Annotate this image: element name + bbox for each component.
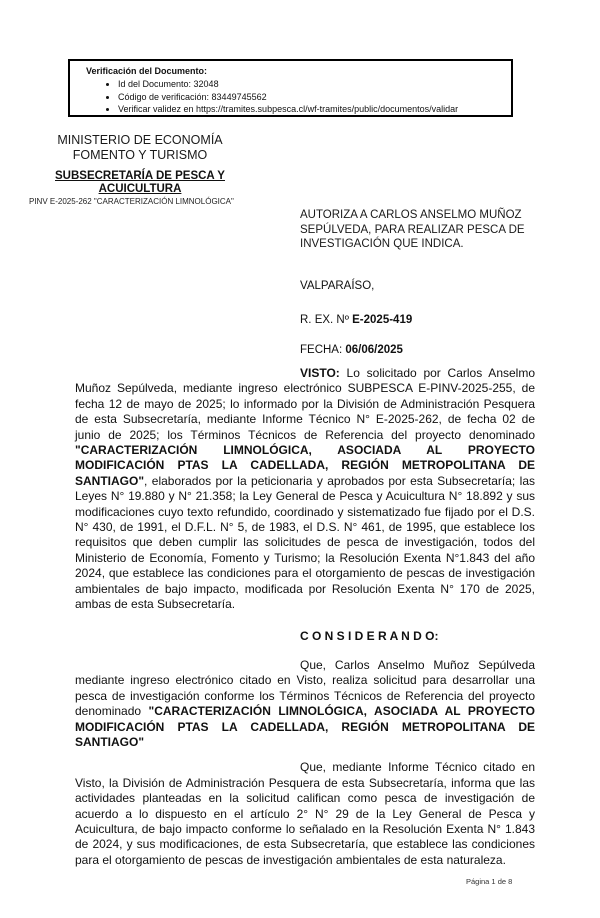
visto-text-after-project: , elaborados por la peticionaria y aprobados por esta Subsecretaría; las Leyes N° 19.880 y N° 21.358; la Ley General de Pesca y Acuicultura N° 18.892 y sus modificaciones cuyo texto refundido, coordinado y sistematizado fue fijado por el D.S. N° 430, de 1991, el D.F.L. N° 5, de 1983, el D.S. N° 461, de 1995, que establece los requisitos que deben cumplir las solicitudes de pesca de investigación, todos del Ministerio de Economía, Fomento y Turismo; la Resolución Exenta N°1.843 del año 2024, que establece las condiciones para el otorgamiento de pescas de investigación ambientales de bajo impacto, modificada por Resolución Exenta N° 170 de 2025, ambas de esta Subsecretaría. (75, 473, 535, 612)
subject-line-1: AUTORIZA A CARLOS ANSELMO MUÑOZ (300, 209, 522, 221)
date-line (300, 344, 403, 356)
resolution-subject (300, 208, 535, 252)
verification-item-code: • Código de verificación: 83449745562 (118, 91, 507, 104)
considerando-paragraph-2: Que, mediante Informe Técnico citado en Visto, la División de Administración Pesquera de esta Subsecretaría, informa que las actividades planteadas en la solicitud califican como pesca de investigación de acuerdo a lo dispuesto en el artículo 2° N° 29 de la Ley General de Pesca y Acuicultura, de bajo impacto conforme lo señalado en la Resolución Exenta N° 1.843 de 2024, y sus modificaciones, de esta Subsecretaría, que establece las condiciones para el otorgamiento de pescas de investigación ambientales de esta naturaleza. (75, 760, 535, 867)
visto-text-before-project: Lo solicitado por Carlos Anselmo Muñoz Sepúlveda, mediante ingreso electrónico SUBPESCA E-PINV-2025-255, de fecha 12 de mayo de 2025; lo informado por la División de Administración Pesquera de esta Subsecretaría, mediante Informe Técnico N° E-2025-262, de fecha 02 de junio de 2025; los Términos Técnicos de Referencia del proyecto denominado (75, 366, 535, 442)
visto-paragraph (75, 366, 535, 613)
verification-item-document-id: • Id del Documento: 32048 (118, 78, 507, 91)
verification-title: Verificación del Documento: (86, 66, 208, 76)
ministry-line-1: MINISTERIO DE ECONOMÍA (57, 133, 223, 147)
letterhead-subsecretariat (20, 170, 260, 196)
resolution-number-line (300, 314, 412, 326)
verification-box (68, 59, 513, 117)
subsecretariat-title: SUBSECRETARÍA DE PESCA Y ACUICULTURA (55, 170, 225, 195)
city-line: VALPARAÍSO, (300, 280, 375, 292)
verification-item-url: • Verificar validez en https://tramites.subpesca.cl/wf-tramites/public/documentos/validar (118, 103, 507, 116)
ministry-line-2: FOMENTO Y TURISMO (72, 148, 208, 162)
considerando-1-text: Que, Carlos Anselmo Muñoz Sepúlveda mediante ingreso electrónico citado en Visto, realiza solicitud para desarrollar una pesca de investigación conforme los Términos Técnicos de Referencia del proyecto denominado (75, 657, 535, 719)
considerando-heading: C O N S I D E R A N D O: (300, 628, 439, 643)
visto-project-title: "CARACTERIZACIÓN LIMNOLÓGICA, ASOCIADA AL PROYECTO MODIFICACIÓN PTAS LA CADELLADA, REGIÓN METROPOLITANA DE SANTIAGO" (75, 443, 535, 488)
subject-line-2: SEPÚLVEDA, PARA REALIZAR PESCA DE (300, 223, 525, 236)
project-reference: PINV E-2025-262 "CARACTERIZACIÓN LIMNOLÓGICA" (29, 197, 234, 206)
considerando-paragraph-1 (75, 658, 535, 750)
resolution-number-label: R. EX. Nº (300, 314, 353, 326)
resolution-body (75, 366, 535, 868)
resolution-number-value: E-2025-419 (352, 314, 413, 326)
letterhead-ministry (20, 133, 260, 163)
date-value: 06/06/2025 (345, 344, 403, 356)
verification-list (86, 78, 507, 116)
page-number: Página 1 de 8 (466, 877, 513, 886)
subject-line-3: INVESTIGACIÓN QUE INDICA. (300, 238, 464, 250)
considerando-1-project-title: "CARACTERIZACIÓN LIMNOLÓGICA, ASOCIADA AL PROYECTO MODIFICACIÓN PTAS LA CADELLADA, REGIÓN METROPOLITANA DE SANTIAGO" (75, 704, 535, 749)
visto-label: VISTO: (300, 366, 340, 380)
date-label: FECHA: (300, 344, 346, 356)
